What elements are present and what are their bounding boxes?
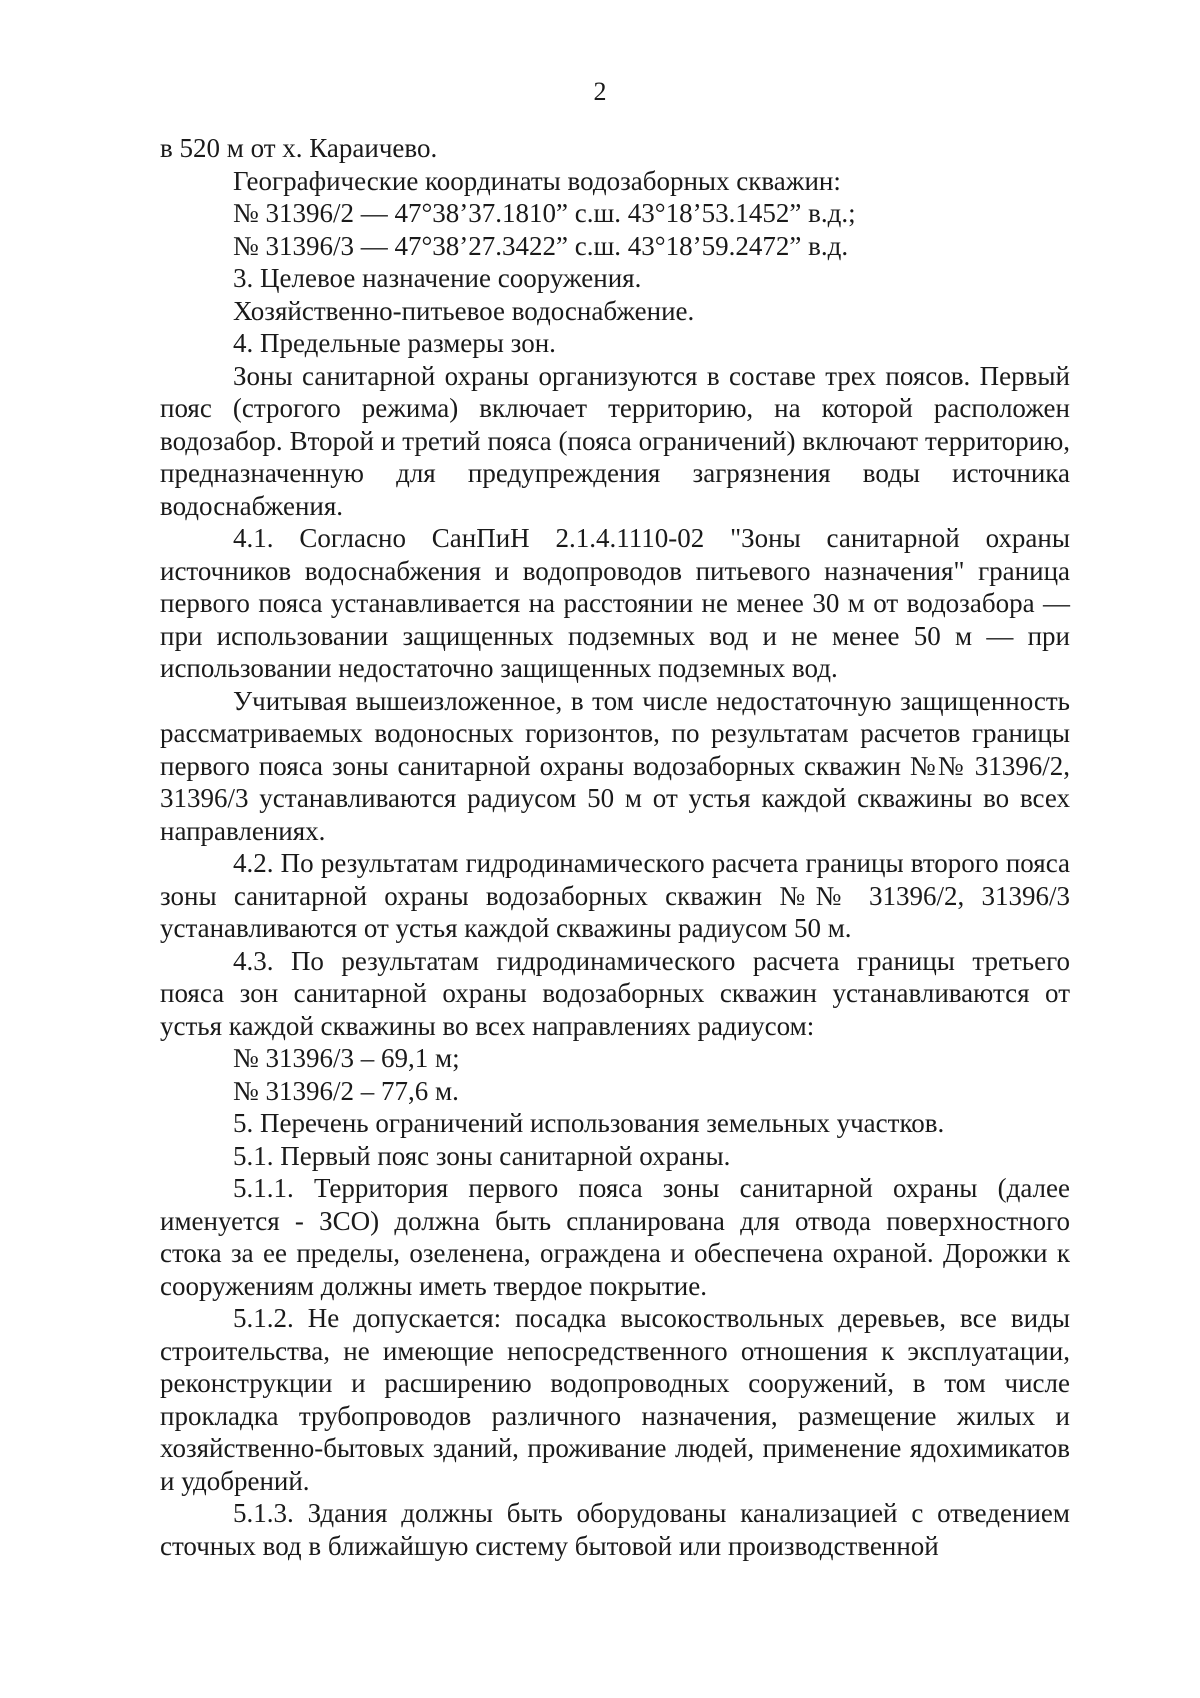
coordinates-heading: Географические координаты водозаборных скважин: — [233, 165, 841, 196]
paragraph-4-2: 4.2. По результатам гидродинамического расчета границы второго пояса зоны санитарной охраны водозаборных скважин №№ 31396/2, 31396/3 устанавливаются от устья каждой скважины радиусом 50 м. — [160, 848, 1070, 943]
paragraph-zones: Зоны санитарной охраны организуются в составе трех поясов. Первый пояс (строгого режима) включает территорию, на которой расположен водозабор. Второй и третий пояса (пояса ограничений) включают территорию, предназначенную для предупреждения загрязнения воды источника водоснабжения. — [160, 360, 1070, 521]
paragraph-4-1: 4.1. Согласно СанПиН 2.1.4.1110-02 "Зоны санитарной охраны источников водоснабжения и водопроводов питьевого назначения" граница первого пояса устанавливается на расстоянии не менее 30 м от водозабора — при использовании защищенных подземных вод и не менее 50 м — при использовании недостаточно защищенных подземных вод. — [160, 523, 1070, 683]
location-line: в 520 м от х. Караичево. — [160, 133, 438, 163]
paragraph-considering: Учитывая вышеизложенное, в том числе недостаточную защищенность рассматриваемых водоносных горизонтов, по результатам расчетов границы первого пояса зоны санитарной охраны водозаборных скважин №№ 31396/2, 31396/3 устанавливаются радиусом 50 м от устья каждой скважины во всех направлениях. — [160, 685, 1070, 846]
paragraph-4-3: 4.3. По результатам гидродинамического расчета границы третьего пояса зон санитарной охраны водозаборных скважин устанавливаются от устья каждой скважины во всех направлениях радиусом: — [160, 945, 1070, 1041]
section-4-heading: 4. Предельные размеры зон. — [233, 328, 556, 358]
paragraph-5-1-2: 5.1.2. Не допускается: посадка высокоствольных деревьев, все виды строительства, не имеющие непосредственного отношения к эксплуатации, реконструкции и расширению водопроводных сооружений, в том числе прокладка трубопроводов различного назначения, размещение жилых и хозяйственно-бытовых зданий, проживание людей, применение ядохимикатов и удобрений. — [160, 1303, 1070, 1496]
document-body — [160, 132, 1070, 1562]
radius-well-31396-2: № 31396/2 – 77,6 м. — [233, 1075, 459, 1106]
paragraph-5-1-1: 5.1.1. Территория первого пояса зоны санитарной охраны (далее именуется - ЗСО) должна быть спланирована для отвода поверхностного стока за ее пределы, озеленена, ограждена и обеспечена охраной. Дорожки к сооружениям должны иметь твердое покрытие. — [160, 1173, 1070, 1301]
page-number: 2 — [593, 77, 607, 106]
section-5-heading: 5. Перечень ограничений использования земельных участков. — [233, 1108, 945, 1138]
section-3-heading: 3. Целевое назначение сооружения. — [233, 263, 642, 293]
coordinate-well-31396-3: № 31396/3 — 47°38’27.3422” с.ш. 43°18’59.2472” в.д. — [233, 230, 849, 261]
paragraph-5-1-3: 5.1.3. Здания должны быть оборудованы канализацией с отведением сточных вод в ближайшую систему бытовой или производственной — [160, 1498, 1070, 1561]
radius-well-31396-3: № 31396/3 – 69,1 м; — [233, 1043, 460, 1073]
section-5-1-heading: 5.1. Первый пояс зоны санитарной охраны. — [233, 1140, 731, 1171]
coordinate-well-31396-2: № 31396/2 — 47°38’37.1810” с.ш. 43°18’53.1452” в.д.; — [233, 198, 856, 228]
section-3-text: Хозяйственно-питьевое водоснабжение. — [233, 295, 695, 326]
